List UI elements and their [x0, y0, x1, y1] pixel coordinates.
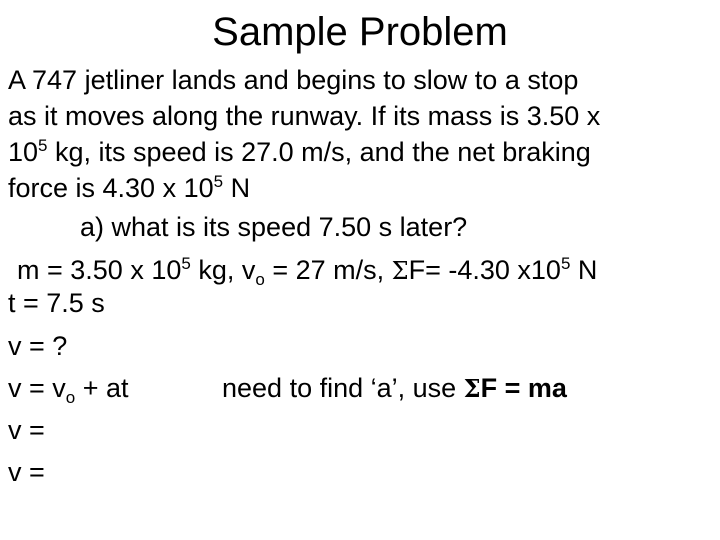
time-text: t = 7.5 s — [8, 288, 105, 318]
force-unit: N — [570, 255, 598, 285]
problem-text: as it moves along the runway. If its mass is 3.50 x — [8, 101, 601, 131]
sigma-symbol: Σ — [391, 257, 409, 285]
problem-line-1 — [8, 64, 578, 96]
formula-text: F = ma — [480, 373, 567, 403]
unknown-text: v = ? — [8, 331, 68, 361]
problem-text: A 747 jetliner lands and begins to slow to a stop — [8, 65, 579, 95]
v-line-2 — [8, 456, 45, 488]
problem-text: 10 — [8, 137, 39, 167]
equation-line — [8, 372, 129, 408]
time-given — [8, 287, 105, 319]
slide-title: Sample Problem — [212, 10, 508, 54]
hint-text: need to find ‘a’, use — [222, 373, 464, 403]
subscript: o — [65, 388, 76, 407]
v-text: v = — [8, 415, 45, 445]
problem-line-4 — [8, 172, 250, 208]
sigma-symbol: Σ — [463, 374, 481, 403]
equation-text: v = v — [8, 373, 66, 403]
exponent: 5 — [181, 254, 191, 273]
problem-line-3 — [8, 136, 591, 172]
mass-unit: kg, v — [190, 255, 256, 285]
exponent: 5 — [38, 136, 48, 155]
v-line-1 — [8, 414, 45, 446]
givens-line — [17, 254, 597, 290]
problem-text: N — [223, 173, 251, 203]
net-force-given: F= -4.30 x10 — [408, 255, 561, 285]
equation-text: + at — [75, 373, 129, 403]
v-text: v = — [8, 457, 45, 487]
mass-given: m = 3.50 x 10 — [17, 255, 182, 285]
problem-text: kg, its speed is 27.0 m/s, and the net braking — [47, 137, 591, 167]
hint-line — [222, 372, 567, 405]
question-a — [80, 211, 467, 243]
problem-line-2 — [8, 100, 600, 132]
exponent: 5 — [560, 254, 571, 273]
unknown-line — [8, 330, 67, 362]
subscript: o — [255, 270, 265, 289]
exponent: 5 — [213, 172, 224, 191]
question-text: a) what is its speed 7.50 s later? — [80, 212, 468, 242]
problem-text: force is 4.30 x 10 — [8, 173, 214, 203]
initial-speed-given: = 27 m/s, — [264, 255, 392, 285]
